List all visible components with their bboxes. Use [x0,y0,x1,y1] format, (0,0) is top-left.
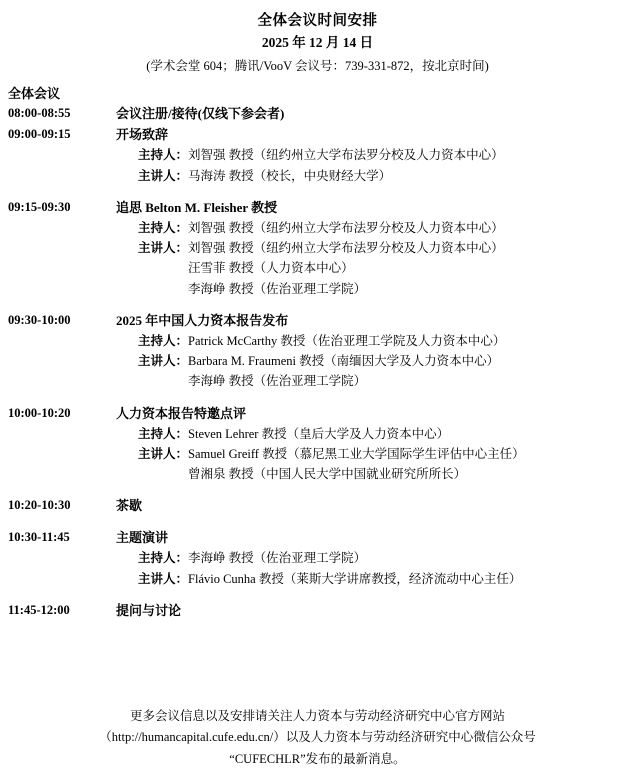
footer-line-2: （http://humancapital.cufe.edu.cn/）以及人力资本与劳动经济研究中心微信公众号 [99,730,536,744]
footer-line-1: 更多会议信息以及安排请关注人力资本与劳动经济研究中心官方网站 [129,708,505,723]
agenda-details [116,424,629,485]
section-label: 全体会议 [8,86,61,102]
spacer [8,299,629,310]
spacer [8,392,629,403]
detail-role: 主讲人： [138,241,189,256]
agenda-title: 追思 Belton M. Fleisher 教授 [116,199,278,215]
page-title: 全体会议时间安排 [257,13,378,29]
agenda-body [116,103,629,124]
agenda-time: 09:00-09:15 [8,127,71,142]
agenda-detail [116,371,629,391]
detail-role: 主讲人： [138,446,189,461]
agenda-detail [116,464,629,484]
agenda-body [116,600,629,621]
conference-date: 2025 年 12 月 14 日 [261,35,374,51]
detail-person: Patrick McCarthy 教授（佐治亚理工学院及人力资本中心） [188,333,506,348]
detail-person: 李海峥 教授（佐治亚理工学院） [188,551,367,566]
agenda-detail [116,569,629,589]
agenda-detail [116,145,629,165]
agenda-time: 08:00-08:55 [8,106,71,121]
agenda-details [116,548,629,589]
detail-person: 曾湘泉 教授（中国人民大学中国就业研究所所长） [188,467,467,482]
agenda-body [116,310,629,392]
agenda-time: 09:15-09:30 [8,199,71,214]
agenda-list [0,103,635,621]
detail-person: 刘智强 教授（纽约州立大学布法罗分校及人力资本中心） [188,148,504,163]
footer-note [0,706,635,771]
agenda-row [8,403,629,485]
detail-person: 李海峥 教授（佐治亚理工学院） [188,374,367,389]
detail-role: 主讲人： [138,168,189,183]
agenda-details [116,145,629,186]
detail-person: 刘智强 教授（纽约州立大学布法罗分校及人力资本中心） [188,241,504,256]
agenda-body [116,124,629,186]
agenda-detail [116,548,629,568]
agenda-detail [116,218,629,238]
detail-role: 主持人： [138,551,189,566]
detail-role: 主讲人： [138,571,189,586]
agenda-detail [116,444,629,464]
agenda-row [8,495,629,516]
detail-role: 主持人： [138,426,189,441]
agenda-body [116,495,629,516]
agenda-row [8,124,629,186]
agenda-row [8,103,629,124]
spacer [8,186,629,197]
agenda-body [116,197,629,299]
detail-person: Steven Lehrer 教授（皇后大学及人力资本中心） [188,426,450,441]
detail-role: 主持人： [138,148,189,163]
agenda-detail [116,424,629,444]
agenda-title: 茶歇 [116,498,143,514]
agenda-detail [116,331,629,351]
agenda-detail [116,238,629,258]
agenda-time: 10:30-11:45 [8,530,70,545]
agenda-body [116,527,629,589]
agenda-row [8,527,629,589]
agenda-detail [116,166,629,186]
detail-person: 汪雪菲 教授（人力资本中心） [188,261,354,276]
agenda-title: 人力资本报告特邀点评 [116,405,247,421]
footer-line-3: “CUFECHLR”发布的最新消息。 [229,751,406,766]
detail-person: Barbara M. Fraumeni 教授（南缅因大学及人力资本中心） [188,354,500,369]
agenda-row [8,310,629,392]
document-header [0,0,635,79]
detail-role: 主持人： [138,220,189,235]
agenda-row [8,600,629,621]
detail-person: 刘智强 教授（纽约州立大学布法罗分校及人力资本中心） [188,220,504,235]
detail-person: 马海涛 教授（校长，中央财经大学） [188,168,392,183]
detail-role: 主讲人： [138,354,189,369]
agenda-title: 开场致辞 [116,127,169,143]
spacer [8,516,629,527]
spacer [8,484,629,495]
agenda-detail [116,258,629,278]
agenda-detail [116,279,629,299]
agenda-body [116,403,629,485]
agenda-time: 09:30-10:00 [8,312,71,327]
agenda-time: 11:45-12:00 [8,602,70,617]
agenda-time: 10:00-10:20 [8,405,71,420]
detail-person: 李海峥 教授（佐治亚理工学院） [188,281,367,296]
agenda-title: 2025 年中国人力资本报告发布 [116,312,289,328]
detail-role: 主持人： [138,333,189,348]
agenda-details [116,218,629,299]
agenda-row [8,197,629,299]
agenda-time: 10:20-10:30 [8,498,71,513]
agenda-title: 会议注册/接待(仅线下参会者) [116,106,285,122]
agenda-title: 提问与讨论 [116,602,182,618]
conference-venue: (学术会堂 604；腾讯/VooV 会议号：739-331-872，按北京时间) [146,59,489,74]
agenda-detail [116,351,629,371]
detail-person: Samuel Greiff 教授（慕尼黑工业大学国际学生评估中心主任） [188,446,525,461]
agenda-details [116,331,629,392]
detail-person: Flávio Cunha 教授（莱斯大学讲席教授，经济流动中心主任） [188,571,522,586]
spacer [8,589,629,600]
agenda-title: 主题演讲 [116,530,169,546]
